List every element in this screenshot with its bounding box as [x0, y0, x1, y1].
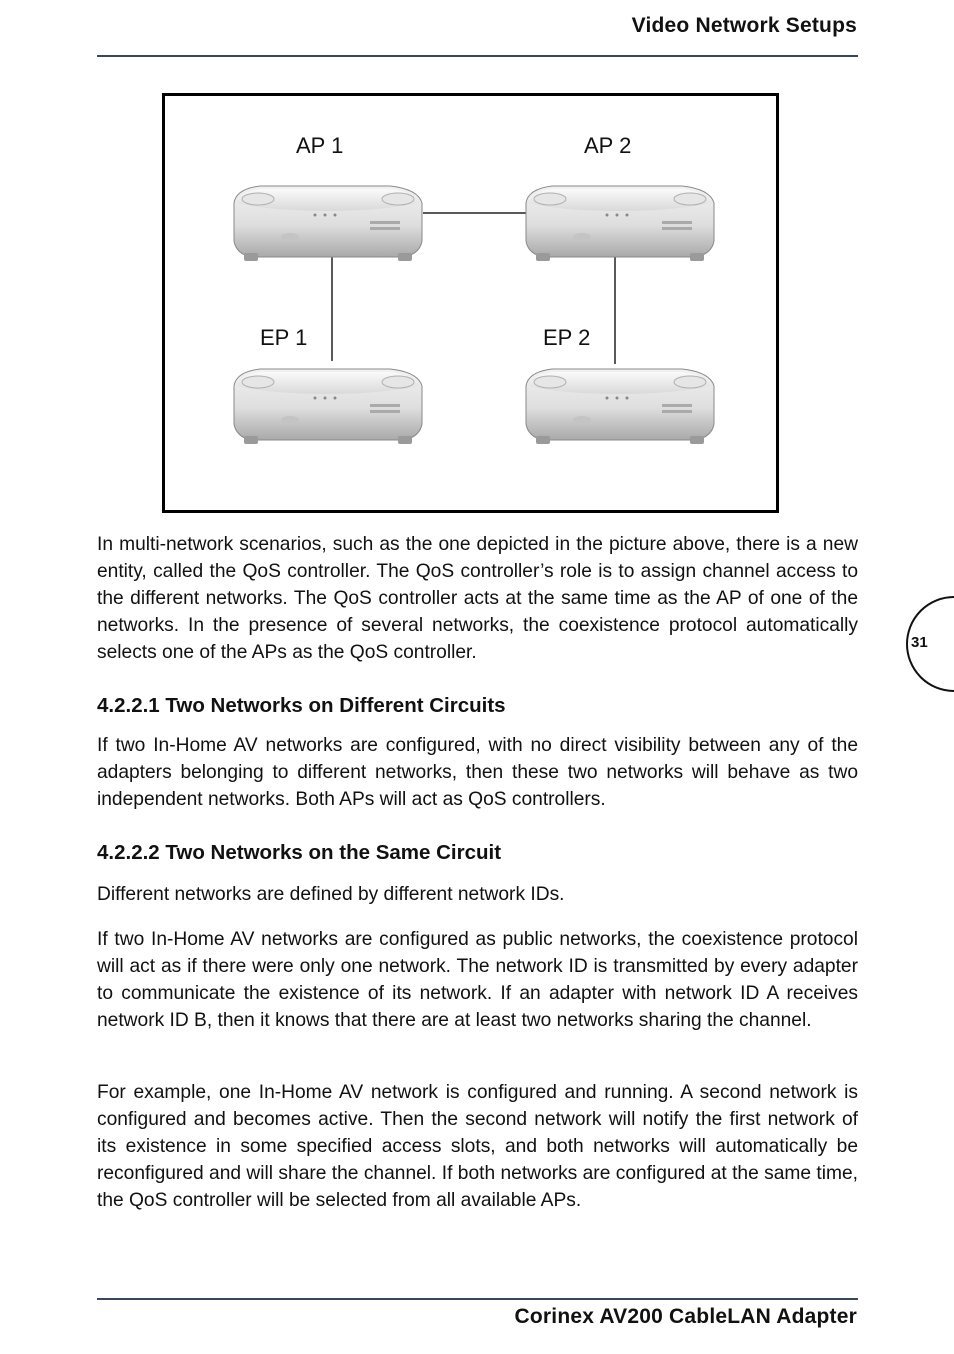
adapter-ap2-icon — [526, 186, 714, 261]
adapter-ap1-icon — [234, 186, 422, 261]
section-2-paragraph-2: If two In-Home AV networks are configured as public networks, the coexistence protocol will act as if there were only one network. The network ID is transmitted by every adapter to communicate the existence of its network. If an adapter with network ID A receives network ID B, then it knows that there are at least two networks sharing the channel. — [97, 929, 858, 1031]
section-2-paragraph-3: For example, one In-Home AV network is configured and running. A second network is configured and becomes active. Then the second network will notify the first network of its existence in some specified access slots, and both networks will automatically be reconfigured and will share the channel. If both networks are configured at the same time, the QoS controller will be selected from all available APs. — [97, 1082, 858, 1211]
header-rule — [97, 55, 858, 57]
section-2-paragraph-1: Different networks are defined by different network IDs. — [97, 884, 565, 905]
network-figure — [162, 93, 779, 513]
label-ap1: AP 1 — [296, 133, 344, 158]
label-ep1: EP 1 — [260, 325, 308, 350]
header-title: Video Network Setups — [631, 14, 857, 37]
section-1-paragraph-1: If two In-Home AV networks are configured, with no direct visibility between any of the adapters belonging to different networks, then these two networks will behave as two independent networks. Both APs will act as QoS controllers. — [97, 735, 858, 810]
adapter-ep2-icon — [526, 369, 714, 444]
footer-rule — [97, 1298, 858, 1300]
label-ep2: EP 2 — [543, 325, 591, 350]
adapter-ep1-icon — [234, 369, 422, 444]
network-diagram — [165, 96, 776, 510]
page-number: 31 — [911, 634, 928, 651]
intro-paragraph: In multi-network scenarios, such as the one depicted in the picture above, there is a new entity, called the QoS controller. The QoS controller’s role is to assign channel access to the different networks. The QoS controller acts at the same time as the AP of one of the networks. In the presence of several networks, the coexistence protocol automatically selects one of the APs as the QoS controller. — [97, 534, 858, 663]
label-ap2: AP 2 — [584, 133, 632, 158]
footer-title: Corinex AV200 CableLAN Adapter — [514, 1305, 857, 1328]
section-heading-1: 4.2.2.1 Two Networks on Different Circuits — [97, 694, 506, 717]
section-heading-2: 4.2.2.2 Two Networks on the Same Circuit — [97, 841, 502, 864]
